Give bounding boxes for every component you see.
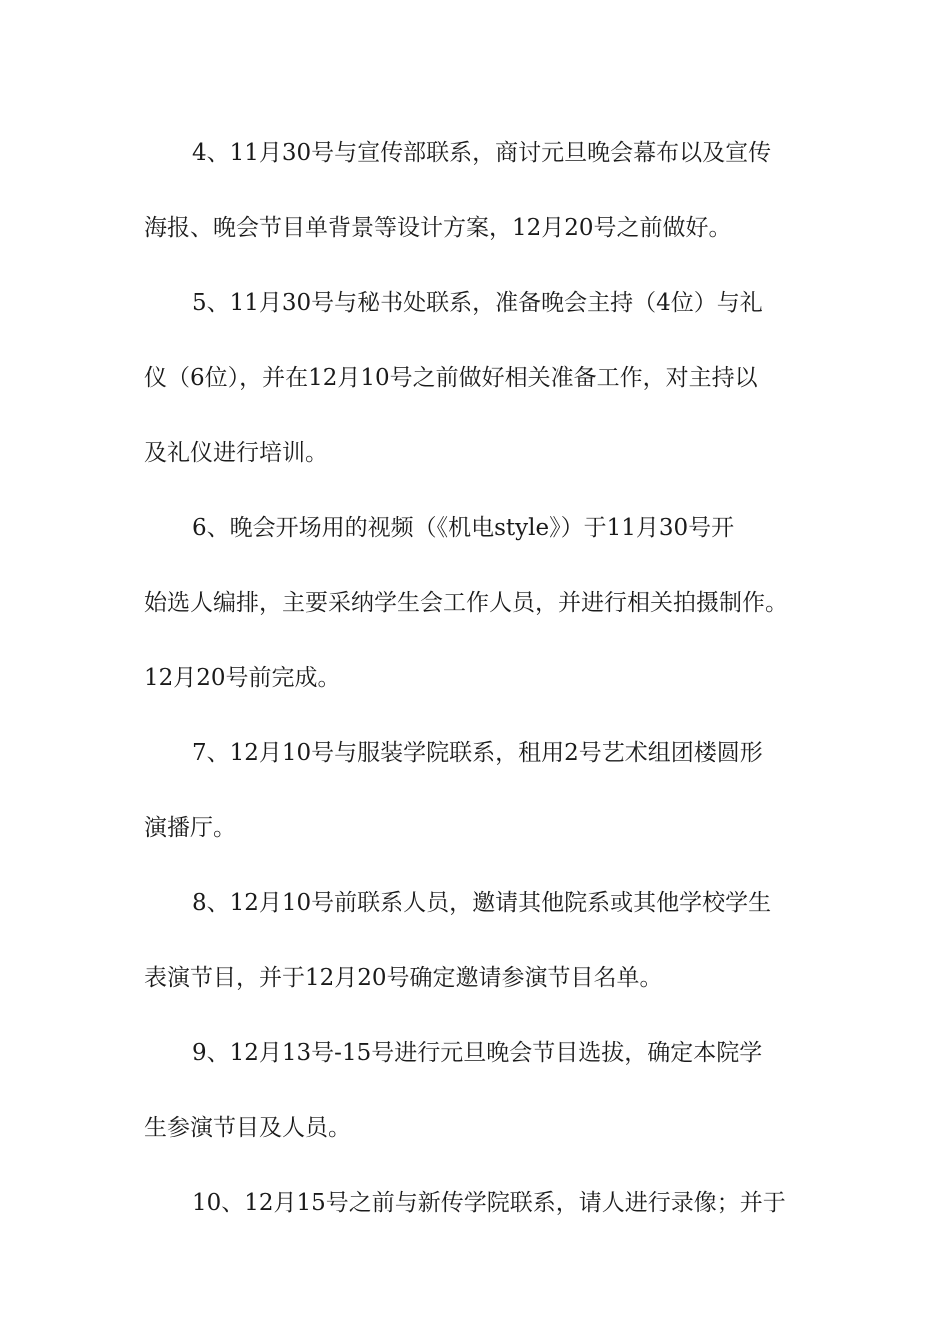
paragraph-8-line-2: 表演节目，并于12月20号确定邀请参演节目名单。 bbox=[144, 965, 663, 991]
paragraph-7-line-2: 演播厅。 bbox=[144, 815, 236, 841]
paragraph-6-line-2: 始选人编排，主要采纳学生会工作人员，并进行相关拍摄制作。 bbox=[144, 590, 788, 616]
paragraph-10-line-1: 10、12月15号之前与新传学院联系，请人进行录像；并于 bbox=[192, 1190, 786, 1216]
paragraph-5-line-3: 及礼仪进行培训。 bbox=[144, 440, 328, 466]
paragraph-9-line-1: 9、12月13号-15号进行元旦晚会节目选拔，确定本院学 bbox=[192, 1040, 763, 1066]
paragraph-9-line-2: 生参演节目及人员。 bbox=[144, 1115, 351, 1141]
paragraph-5-line-1: 5、11月30号与秘书处联系，准备晚会主持（4位）与礼 bbox=[192, 290, 763, 316]
paragraph-4-line-2: 海报、晚会节目单背景等设计方案，12月20号之前做好。 bbox=[144, 215, 732, 241]
paragraph-6-line-3: 12月20号前完成。 bbox=[144, 665, 341, 691]
paragraph-5-line-2: 仪（6位），并在12月10号之前做好相关准备工作，对主持以 bbox=[144, 365, 758, 391]
paragraph-4-line-1: 4、11月30号与宣传部联系，商讨元旦晚会幕布以及宣传 bbox=[192, 140, 772, 166]
paragraph-6-line-1: 6、晚会开场用的视频（《机电style》）于11月30号开 bbox=[192, 515, 735, 541]
paragraph-7-line-1: 7、12月10号与服装学院联系，租用2号艺术组团楼圆形 bbox=[192, 740, 763, 766]
paragraph-8-line-1: 8、12月10号前联系人员，邀请其他院系或其他学校学生 bbox=[192, 890, 772, 916]
